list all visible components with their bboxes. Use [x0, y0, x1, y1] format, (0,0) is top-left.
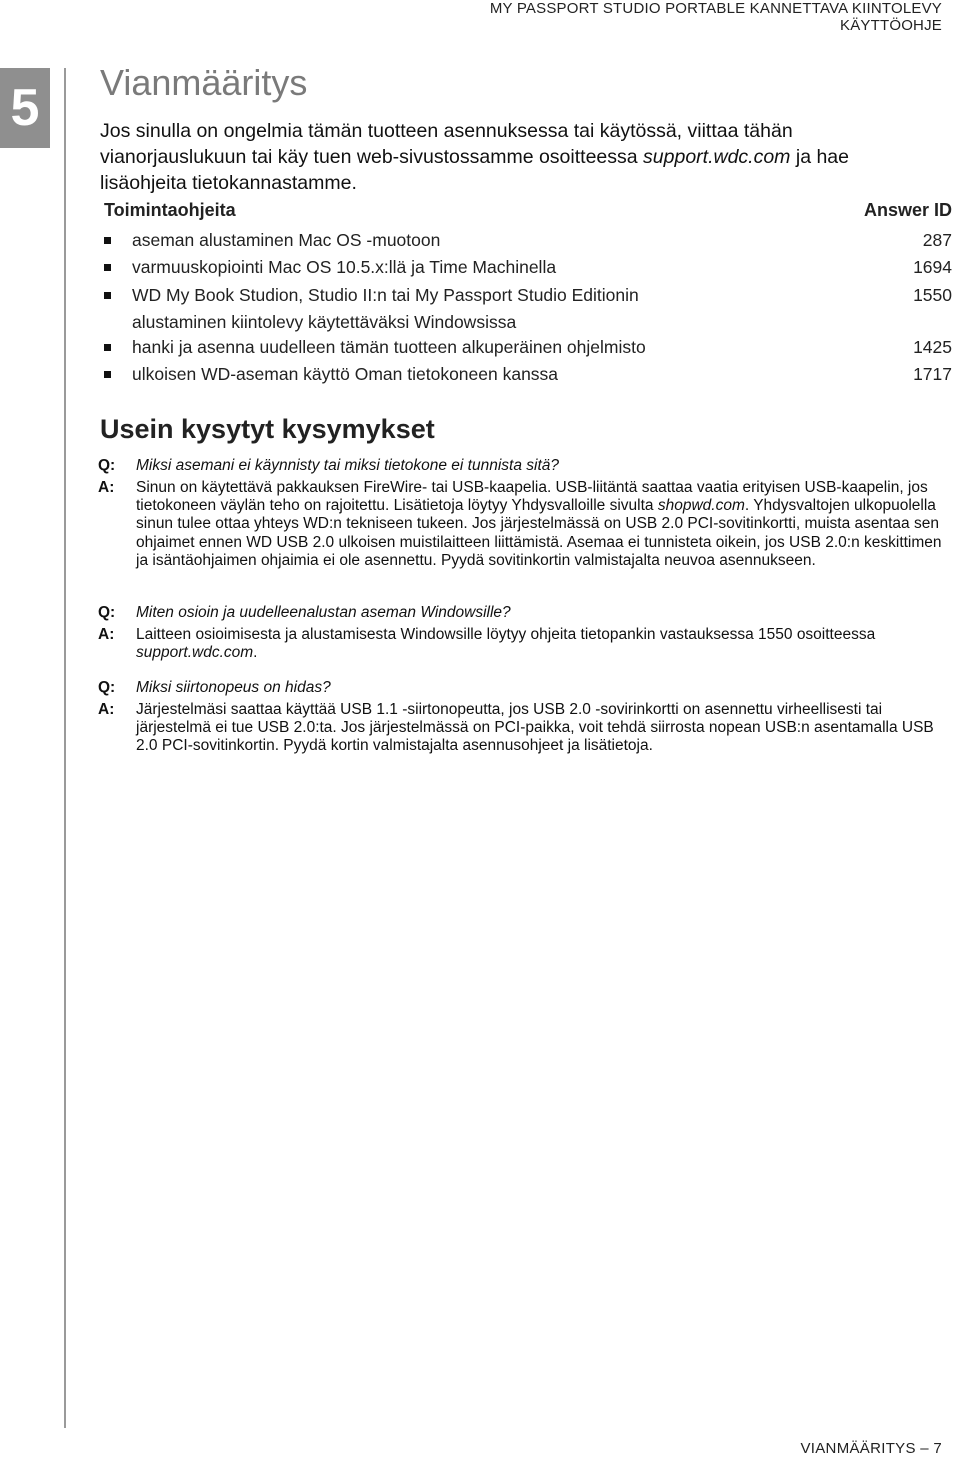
- answer-text: Järjestelmäsi saattaa käyttää USB 1.1 -siirtonopeutta, jos USB 2.0 -sovirinkortti on asennettu virheellisesti tai järjestelmä ei tue USB 2.0:ta. Jos järjestelmässä on PCI-paikka, voit tehdä siirrosta nopean USB:n asentamalla USB 2.0 PCI-sovitinkortin. Pyydä kortin valmistajalta asennusohjeet ja lisätietoja.: [136, 701, 934, 755]
- row-answer-id: 287: [922, 230, 952, 250]
- question-text: Miten osioin ja uudelleenalustan aseman Windowsille?: [136, 604, 511, 621]
- q-label: Q:: [98, 457, 116, 474]
- col-header-actions: Toimintaohjeita: [104, 200, 236, 220]
- faq-title: Usein kysytyt kysymykset: [100, 414, 435, 444]
- answer-text-2: .: [253, 644, 258, 662]
- a-label: A:: [98, 479, 115, 496]
- bullet-icon: [104, 292, 111, 299]
- question-text: Miksi asemani ei käynnisty tai miksi tietokone ei tunnista sitä?: [136, 457, 559, 474]
- bullet-icon: [104, 264, 111, 271]
- col-header-answer-id: Answer ID: [863, 200, 952, 220]
- answer-text-1: Laitteen osioimisesta ja alustamisesta Windowsille löytyy ohjeita tietopankin vastauksessa 1550 osoitteessa: [136, 626, 876, 643]
- q-label: Q:: [98, 679, 116, 696]
- intro-text-1: Jos sinulla on ongelmia tämän tuotteen asennuksessa tai käytössä, viittaa tähän vianorjauslukuun tai käy tuen web-sivustossamme osoitteessa: [100, 120, 793, 168]
- margin-rule: [64, 68, 66, 1428]
- page-footer: VIANMÄÄRITYS – 7: [800, 1440, 942, 1457]
- row-text: hanki ja asenna uudelleen tämän tuotteen alkuperäinen ohjelmisto: [132, 337, 646, 357]
- answer-text-1: Sinun on käytettävä pakkauksen FireWire- tai USB-kaapelia. USB-liitäntä saattaa vaatia erityisen USB-kaapelin, jos tietokoneen väylän teho on rajoitettu. Lisätietoja löytyy Yhdysvalloille sivulta: [136, 479, 928, 515]
- support-link[interactable]: support.wdc.com: [643, 146, 791, 168]
- chapter-number: 5: [10, 79, 40, 137]
- table-header: [104, 200, 952, 224]
- row-text: ulkoisen WD-aseman käyttö Oman tietokoneen kanssa: [132, 364, 559, 384]
- row-text: WD My Book Studion, Studio II:n tai My Passport Studio Editionin alustaminen kiintolevy käytettäväksi Windowsissa: [132, 285, 639, 332]
- row-answer-id: 1717: [913, 364, 952, 384]
- row-answer-id: 1550: [913, 285, 952, 305]
- chapter-title: Vianmääritys: [100, 62, 308, 103]
- row-text: aseman alustaminen Mac OS -muotoon: [132, 230, 441, 250]
- shopwd-link[interactable]: shopwd.com: [657, 497, 745, 515]
- header-title: MY PASSPORT STUDIO PORTABLE KANNETTAVA KIINTOLEVY: [489, 0, 942, 17]
- running-header: [490, 0, 942, 34]
- intro-paragraph: [100, 118, 920, 196]
- bullet-icon: [104, 344, 111, 351]
- answer-text-2: . Yhdysvaltojen ulkopuolella sinun tulee ottaa yhteys WD:n tekniseen tukeen. Jos järjestelmässä on USB 2.0 PCI-sovitinkortti, muista asentaa sen ohjaimet ennen WD USB 2.0 ulkoisen muistilaitteen liittämistä. Asemaa ei tunnisteta oikein, jos USB 2.0:n keskittimen ja isäntäohjaimen ohjaimia ei ole asennettu. Pyydä sovitinkortin valmistajalta neuvoa asennukseen.: [136, 497, 942, 569]
- question-text: Miksi siirtonopeus on hidas?: [136, 679, 331, 696]
- answer-text: [136, 479, 956, 570]
- header-subtitle: KÄYTTÖOHJE: [839, 17, 942, 34]
- row-answer-id: 1694: [913, 257, 952, 277]
- intro-text-2: ja hae lisäohjeita tietokannastamme.: [100, 146, 849, 194]
- q-label: Q:: [98, 604, 116, 621]
- row-text: varmuuskopiointi Mac OS 10.5.x:llä ja Time Machinella: [132, 257, 557, 277]
- a-label: A:: [98, 701, 115, 718]
- row-answer-id: 1425: [913, 337, 952, 357]
- answer-text: [136, 626, 956, 662]
- bullet-icon: [104, 371, 111, 378]
- support-link[interactable]: support.wdc.com: [136, 644, 254, 662]
- a-label: A:: [98, 626, 115, 643]
- bullet-icon: [104, 237, 111, 244]
